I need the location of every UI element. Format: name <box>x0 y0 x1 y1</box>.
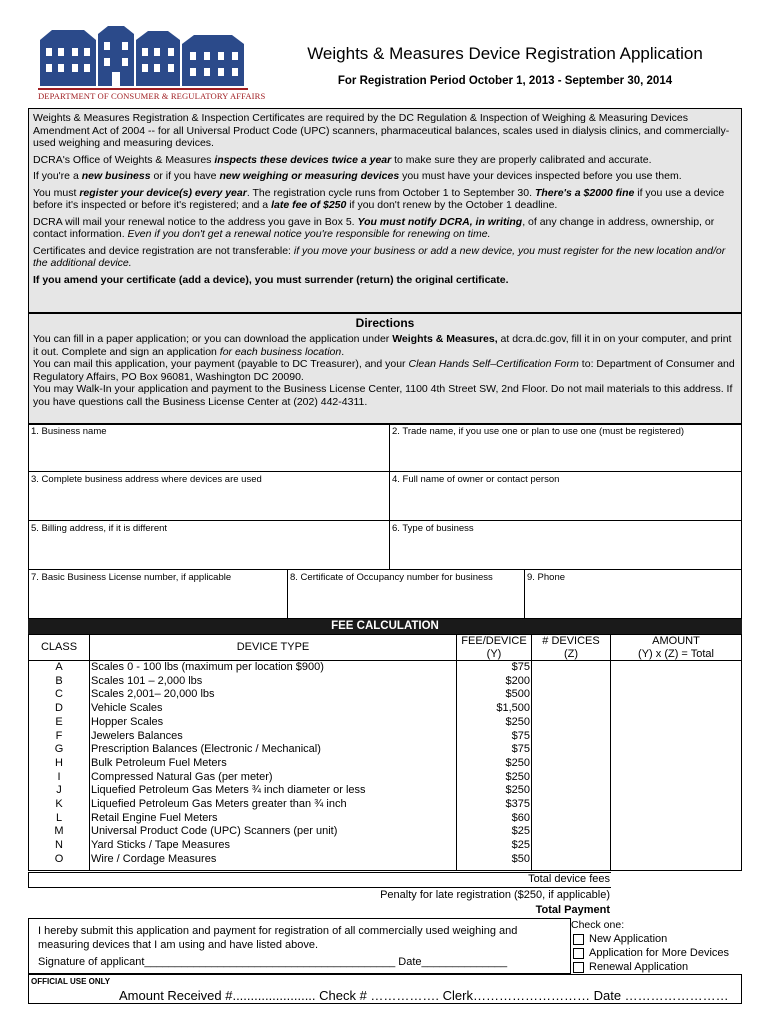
fee-cell: $50 <box>511 852 530 865</box>
field-label: 6. Type of business <box>392 523 474 534</box>
device-type-cell: Liquefied Petroleum Gas Meters ¾ inch diameter or less <box>91 784 366 797</box>
class-cell: I <box>57 770 61 783</box>
info-box <box>28 108 742 313</box>
column-header-text: (Y) <box>486 647 502 660</box>
fee-cell: $500 <box>505 688 530 701</box>
trade-name-field[interactable] <box>389 423 742 472</box>
total-payment-label: Total Payment <box>535 904 610 916</box>
business-address-field[interactable] <box>28 471 390 521</box>
fee-table-row <box>28 675 742 689</box>
info-emphasis: inspects these devices twice a year <box>214 153 392 166</box>
directions-emphasis: Weights & Measures, <box>392 333 498 345</box>
field-label: 3. Complete business address where devices are used <box>31 474 262 485</box>
total-payment-input[interactable] <box>610 902 742 918</box>
occupancy-number-field[interactable] <box>287 569 525 619</box>
info-text: You must <box>33 186 80 199</box>
info-text: to make sure they are properly calibrated and accurate. <box>391 153 652 166</box>
column-header-text: (Z) <box>563 647 579 660</box>
info-paragraph-6 <box>33 245 737 270</box>
total-device-fees-input[interactable] <box>610 872 742 888</box>
field-label: 2. Trade name, if you use one or plan to use one (must be registered) <box>392 426 685 437</box>
penalty-label: Penalty for late registration ($250, if applicable) <box>380 889 610 901</box>
info-paragraph-2 <box>33 154 737 167</box>
directions-text: You can mail this application, your payment (payable to DC Treasurer), and your <box>33 358 409 370</box>
business-name-field[interactable] <box>28 423 390 472</box>
info-paragraph-5 <box>33 216 737 241</box>
fee-table-row <box>28 730 742 744</box>
class-cell: H <box>55 756 63 769</box>
info-italic: Even if you don't get a renewal notice you're responsible for renewing on time. <box>127 228 491 240</box>
fee-cell: $75 <box>511 743 530 756</box>
directions-text: You can fill in a paper application; or you can download the application under <box>33 333 393 345</box>
official-use-line: Amount Received #....................... Check # ……………. Clerk……………………… Date …………………… <box>119 988 729 1003</box>
billing-address-input[interactable] <box>33 539 387 565</box>
directions-text: to: Department of Consumer and Regulatory Affairs, PO Box 96081, Washington DC 20090. <box>33 358 735 383</box>
option-label: Renewal Application <box>589 961 689 973</box>
fee-cell: $1,500 <box>496 702 530 715</box>
devices-input[interactable] <box>533 853 612 868</box>
directions-italic: for each business location <box>219 345 342 358</box>
signature-line[interactable]: Signature of applicant_________________________________________ Date______________ <box>38 956 508 968</box>
application-type-options <box>573 932 729 974</box>
registration-period: For Registration Period October 1, 2013 - September 30, 2014 <box>337 75 673 87</box>
field-label: 1. Business name <box>31 426 107 437</box>
phone-field[interactable] <box>524 569 742 619</box>
info-text: . The registration cycle runs from October 1 to September 30. <box>246 186 535 199</box>
device-type-cell: Hopper Scales <box>91 715 164 728</box>
fee-cell: $250 <box>505 784 530 797</box>
fee-table-row <box>28 716 742 730</box>
devices-column-header <box>531 634 611 661</box>
business-type-input[interactable] <box>394 539 738 565</box>
class-cell: L <box>55 811 63 824</box>
class-cell: D <box>55 702 63 715</box>
submission-section <box>28 918 742 974</box>
field-label: 5. Billing address, if it is different <box>31 523 168 534</box>
official-use-label: OFFICIAL USE ONLY <box>31 977 111 986</box>
fee-table-row <box>28 743 742 757</box>
directions-paragraph-3: You may Walk-In your application and payment to the Business License Center, 1100 4th Street SW, 2nd Floor. Do not mail materials to this address. If you have questions call the Business License Center at (202) 442-4311. <box>33 383 733 408</box>
device-type-cell: Universal Product Code (UPC) Scanners (per unit) <box>91 825 338 838</box>
dcra-logo <box>38 26 266 101</box>
info-emphasis: register your device(s) every year <box>79 186 247 199</box>
info-emphasis: new weighing or measuring devices <box>219 170 400 182</box>
business-name-input[interactable] <box>33 442 387 468</box>
device-type-column-header <box>89 634 457 661</box>
option-new-application[interactable] <box>573 932 729 946</box>
info-text: if you use a device before it's inspected or before it's registered; and a <box>33 186 725 211</box>
info-emphasis: There's a $2000 fine <box>534 186 635 199</box>
fee-column-header <box>456 634 532 661</box>
field-label: 7. Basic Business License number, if applicable <box>31 572 232 583</box>
info-text: DCRA's Office of Weights & Measures <box>33 153 215 166</box>
fee-cell: $250 <box>505 756 530 769</box>
occupancy-number-input[interactable] <box>292 588 524 614</box>
option-renewal[interactable] <box>573 960 729 974</box>
fee-table <box>28 634 742 872</box>
column-header-text: AMOUNT <box>652 635 700 647</box>
phone-input[interactable] <box>529 588 741 614</box>
device-type-cell: Scales 0 - 100 lbs (maximum per location $900) <box>91 661 324 673</box>
class-cell: A <box>55 661 63 673</box>
info-paragraph-4 <box>33 187 737 212</box>
class-cell: K <box>55 798 63 810</box>
class-cell: B <box>55 674 63 687</box>
device-type-cell: Wire / Cordage Measures <box>91 852 217 865</box>
device-type-cell: Scales 101 – 2,000 lbs <box>91 674 203 687</box>
device-type-cell: Retail Engine Fuel Meters <box>91 811 218 824</box>
device-type-cell: Vehicle Scales <box>91 702 163 715</box>
total-device-fees-row <box>28 872 742 888</box>
directions-box <box>28 313 742 425</box>
info-emphasis: You must notify DCRA, in writing <box>357 215 523 228</box>
fee-table-row <box>28 825 742 839</box>
fee-table-row <box>28 784 742 798</box>
license-number-input[interactable] <box>33 588 287 614</box>
directions-paragraph-2 <box>33 358 737 383</box>
column-header-text: FEE/DEVICE <box>461 635 527 647</box>
info-text: If you're a <box>33 170 82 182</box>
class-cell: O <box>54 852 64 865</box>
owner-name-field[interactable] <box>389 471 742 521</box>
directions-paragraph-1 <box>33 333 737 358</box>
option-label: Application for More Devices <box>589 947 730 959</box>
checkbox[interactable] <box>573 962 584 973</box>
official-use-box <box>28 974 742 1004</box>
amount-input[interactable] <box>612 853 744 868</box>
class-cell: G <box>54 743 64 756</box>
license-number-field[interactable] <box>28 569 288 619</box>
fee-table-row <box>28 702 742 716</box>
submission-statement: I hereby submit this application and payment for registration of all commercially used weighing and measuring devices that I am using and have listed above. <box>38 925 518 951</box>
directions-text: . <box>341 345 345 358</box>
class-cell: C <box>55 688 63 701</box>
field-label: 4. Full name of owner or contact person <box>392 474 560 485</box>
amount-column-header <box>610 634 742 661</box>
column-header-text: # DEVICES <box>542 635 600 647</box>
billing-address-field[interactable] <box>28 520 390 570</box>
trade-name-input[interactable] <box>394 442 738 468</box>
column-header-text: CLASS <box>40 641 78 653</box>
fee-cell: $250 <box>505 715 530 728</box>
fee-cell: $375 <box>505 798 530 810</box>
check-one-label: Check one: <box>571 919 625 931</box>
fee-table-row <box>28 757 742 771</box>
fee-cell: $75 <box>511 729 530 742</box>
class-cell: J <box>56 784 62 797</box>
building-logo-icon <box>38 26 248 88</box>
fee-table-row <box>28 839 742 853</box>
info-text: DCRA will mail your renewal notice to the address you gave in Box 5. <box>33 215 358 228</box>
fee-table-row <box>28 798 742 812</box>
business-type-field[interactable] <box>389 520 742 570</box>
fee-cell: $250 <box>505 770 530 783</box>
class-cell: E <box>55 715 63 728</box>
device-type-cell: Prescription Balances (Electronic / Mechanical) <box>91 743 321 756</box>
info-text: , of any change in address, ownership, or contact information. <box>33 215 715 240</box>
penalty-input[interactable] <box>610 887 742 903</box>
fee-cell: $25 <box>511 839 530 852</box>
info-text: you must have your devices inspected before you use them. <box>399 170 682 182</box>
logo-caption: DEPARTMENT OF CONSUMER & REGULATORY AFFAIRS <box>38 88 248 101</box>
field-label: 8. Certificate of Occupancy number for business <box>290 572 493 583</box>
owner-name-input[interactable] <box>394 490 738 516</box>
total-device-fees-label: Total device fees <box>528 873 610 885</box>
class-cell: N <box>55 839 63 852</box>
checkbox[interactable] <box>573 934 584 945</box>
page-title: Weights & Measures Device Registration Application <box>307 44 703 63</box>
fee-table-row <box>28 771 742 785</box>
directions-italic: Clean Hands Self–Certification Form <box>408 358 579 370</box>
fee-table-row <box>28 853 742 867</box>
column-header-text: (Y) x (Z) = Total <box>638 647 714 660</box>
device-type-cell: Bulk Petroleum Fuel Meters <box>91 756 227 769</box>
option-more-devices[interactable] <box>573 946 729 960</box>
info-text: if you don't renew by the October 1 deadline. <box>346 199 558 211</box>
directions-heading: Directions <box>355 316 415 330</box>
checkbox[interactable] <box>573 948 584 959</box>
fee-calculation-header: FEE CALCULATION <box>28 619 742 634</box>
fee-cell: $60 <box>511 811 530 824</box>
info-text: Certificates and device registration are not transferable: <box>33 244 294 257</box>
fee-cell: $25 <box>511 825 530 838</box>
total-payment-row <box>28 902 742 918</box>
class-cell: F <box>55 729 63 742</box>
option-label: New Application <box>589 933 668 945</box>
device-type-cell: Compressed Natural Gas (per meter) <box>91 770 273 783</box>
class-column-header <box>28 634 90 661</box>
info-emphasis: late fee of $250 <box>271 199 347 211</box>
device-type-cell: Liquefied Petroleum Gas Meters greater than ¾ inch <box>91 798 347 810</box>
penalty-row <box>28 887 742 903</box>
fee-table-row <box>28 688 742 702</box>
field-label: 9. Phone <box>527 572 566 583</box>
info-paragraph-3 <box>33 170 737 183</box>
device-type-cell: Jewelers Balances <box>91 729 183 742</box>
info-text: or if you have <box>150 170 220 182</box>
fee-table-row <box>28 812 742 826</box>
device-type-cell: Scales 2,001– 20,000 lbs <box>91 688 215 701</box>
info-paragraph-1: Weights & Measures Registration & Inspection Certificates are required by the DC Regulation & Inspection of Weighing & Measuring Devices Amendment Act of 2004 -- for all Universal Product Code (UPC) scanners, pharmaceutical balances, scales used in dialysis clinics, and commercially-used weighing and measuring devices. <box>33 112 730 149</box>
info-italic: if you move your business or add a new device, you must register for the new location and/or the additional device. <box>33 244 726 269</box>
fee-cell: $200 <box>505 674 530 687</box>
column-header-text: DEVICE TYPE <box>236 641 310 653</box>
business-address-input[interactable] <box>33 490 387 516</box>
class-cell: M <box>54 825 64 838</box>
device-type-cell: Yard Sticks / Tape Measures <box>91 839 230 852</box>
info-paragraph-7: If you amend your certificate (add a device), you must surrender (return) the original certificate. <box>33 273 509 286</box>
info-emphasis: new business <box>81 170 151 182</box>
directions-text: at dcra.dc.gov, fill it in on your computer, and print it out. Complete and sign an application <box>33 333 732 358</box>
fee-cell: $75 <box>511 661 530 673</box>
fee-table-row <box>28 661 742 675</box>
